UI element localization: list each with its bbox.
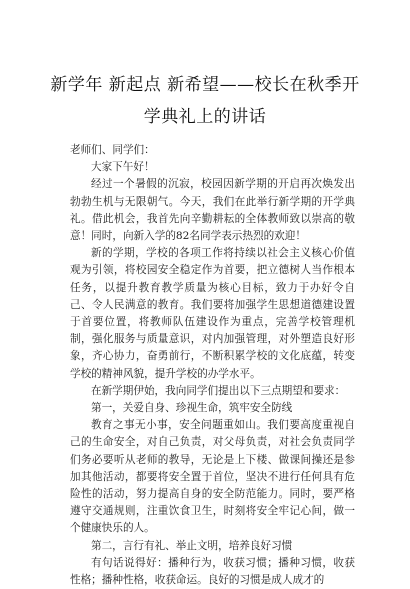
paragraph-2: 新的学期，学校的各项工作将持续以社会主义核心价值观为引领，将校园安全稳定作为首要，把立德树人当作根本任务，以提升教育教学质量为核心目标，致力于办好令自己、令人民满意的教育。我们要将加强学生思想道德建设置于首要位置，将教师队伍建设作为重点，完善学校管理机制，强化服务与质量意识，对内加强管理，对外塑造良好形象，齐心协力，奋勇前行，不断积累学校的文化底蕴，转变学校的精神风貌，提升学校的办学水平。	[70, 247, 355, 380]
salutation: 老师们、同学们：	[70, 144, 155, 156]
greeting: 大家下午好！	[91, 161, 155, 174]
document-title-line-2: 学典礼上的讲话	[143, 107, 267, 127]
document-title-line-1: 新学年 新起点 新希望——校长在秋季开	[50, 75, 360, 95]
section-2-heading: 第二，言行有礼、举止文明，培养良好习惯	[91, 539, 293, 552]
section-1-body: 教育之事无小事，安全问题重如山。我们要高度重视自己的生命安全，对自己负责，对父母负责，对社会负责同学们务必要听从老师的教导，无论是上下楼、做课间操还是参加其他活动，都要将安全置于首位，坚决不进行任何具有危险性的活动，努力提高自身的安全防范能力。同时，要严格遵守交通规则，注重饮食卫生，时刻将安全牢记心间，做一个健康快乐的人。	[70, 419, 355, 535]
paragraph-3: 在新学期伊始，我向同学们提出以下三点期望和要求：	[91, 384, 346, 397]
section-2-body: 有句话说得好：播种行为，收获习惯；播种习惯，收获性格；播种性格，收获命运。良好的习惯是成人成才的	[70, 556, 355, 587]
paragraph-1: 经过一个暑假的沉寂，校园因新学期的开启再次焕发出勃勃生机与无限朝气。今天，我们在此举行新学期的开学典礼。借此机会，我首先向辛勤耕耘的全体教师致以崇高的敬意！同时，向新入学的82名同学表示热烈的欢迎！	[70, 178, 355, 243]
section-1-heading: 第一，关爱自身、珍视生命，筑牢安全防线	[91, 402, 293, 415]
document-body	[70, 142, 355, 589]
